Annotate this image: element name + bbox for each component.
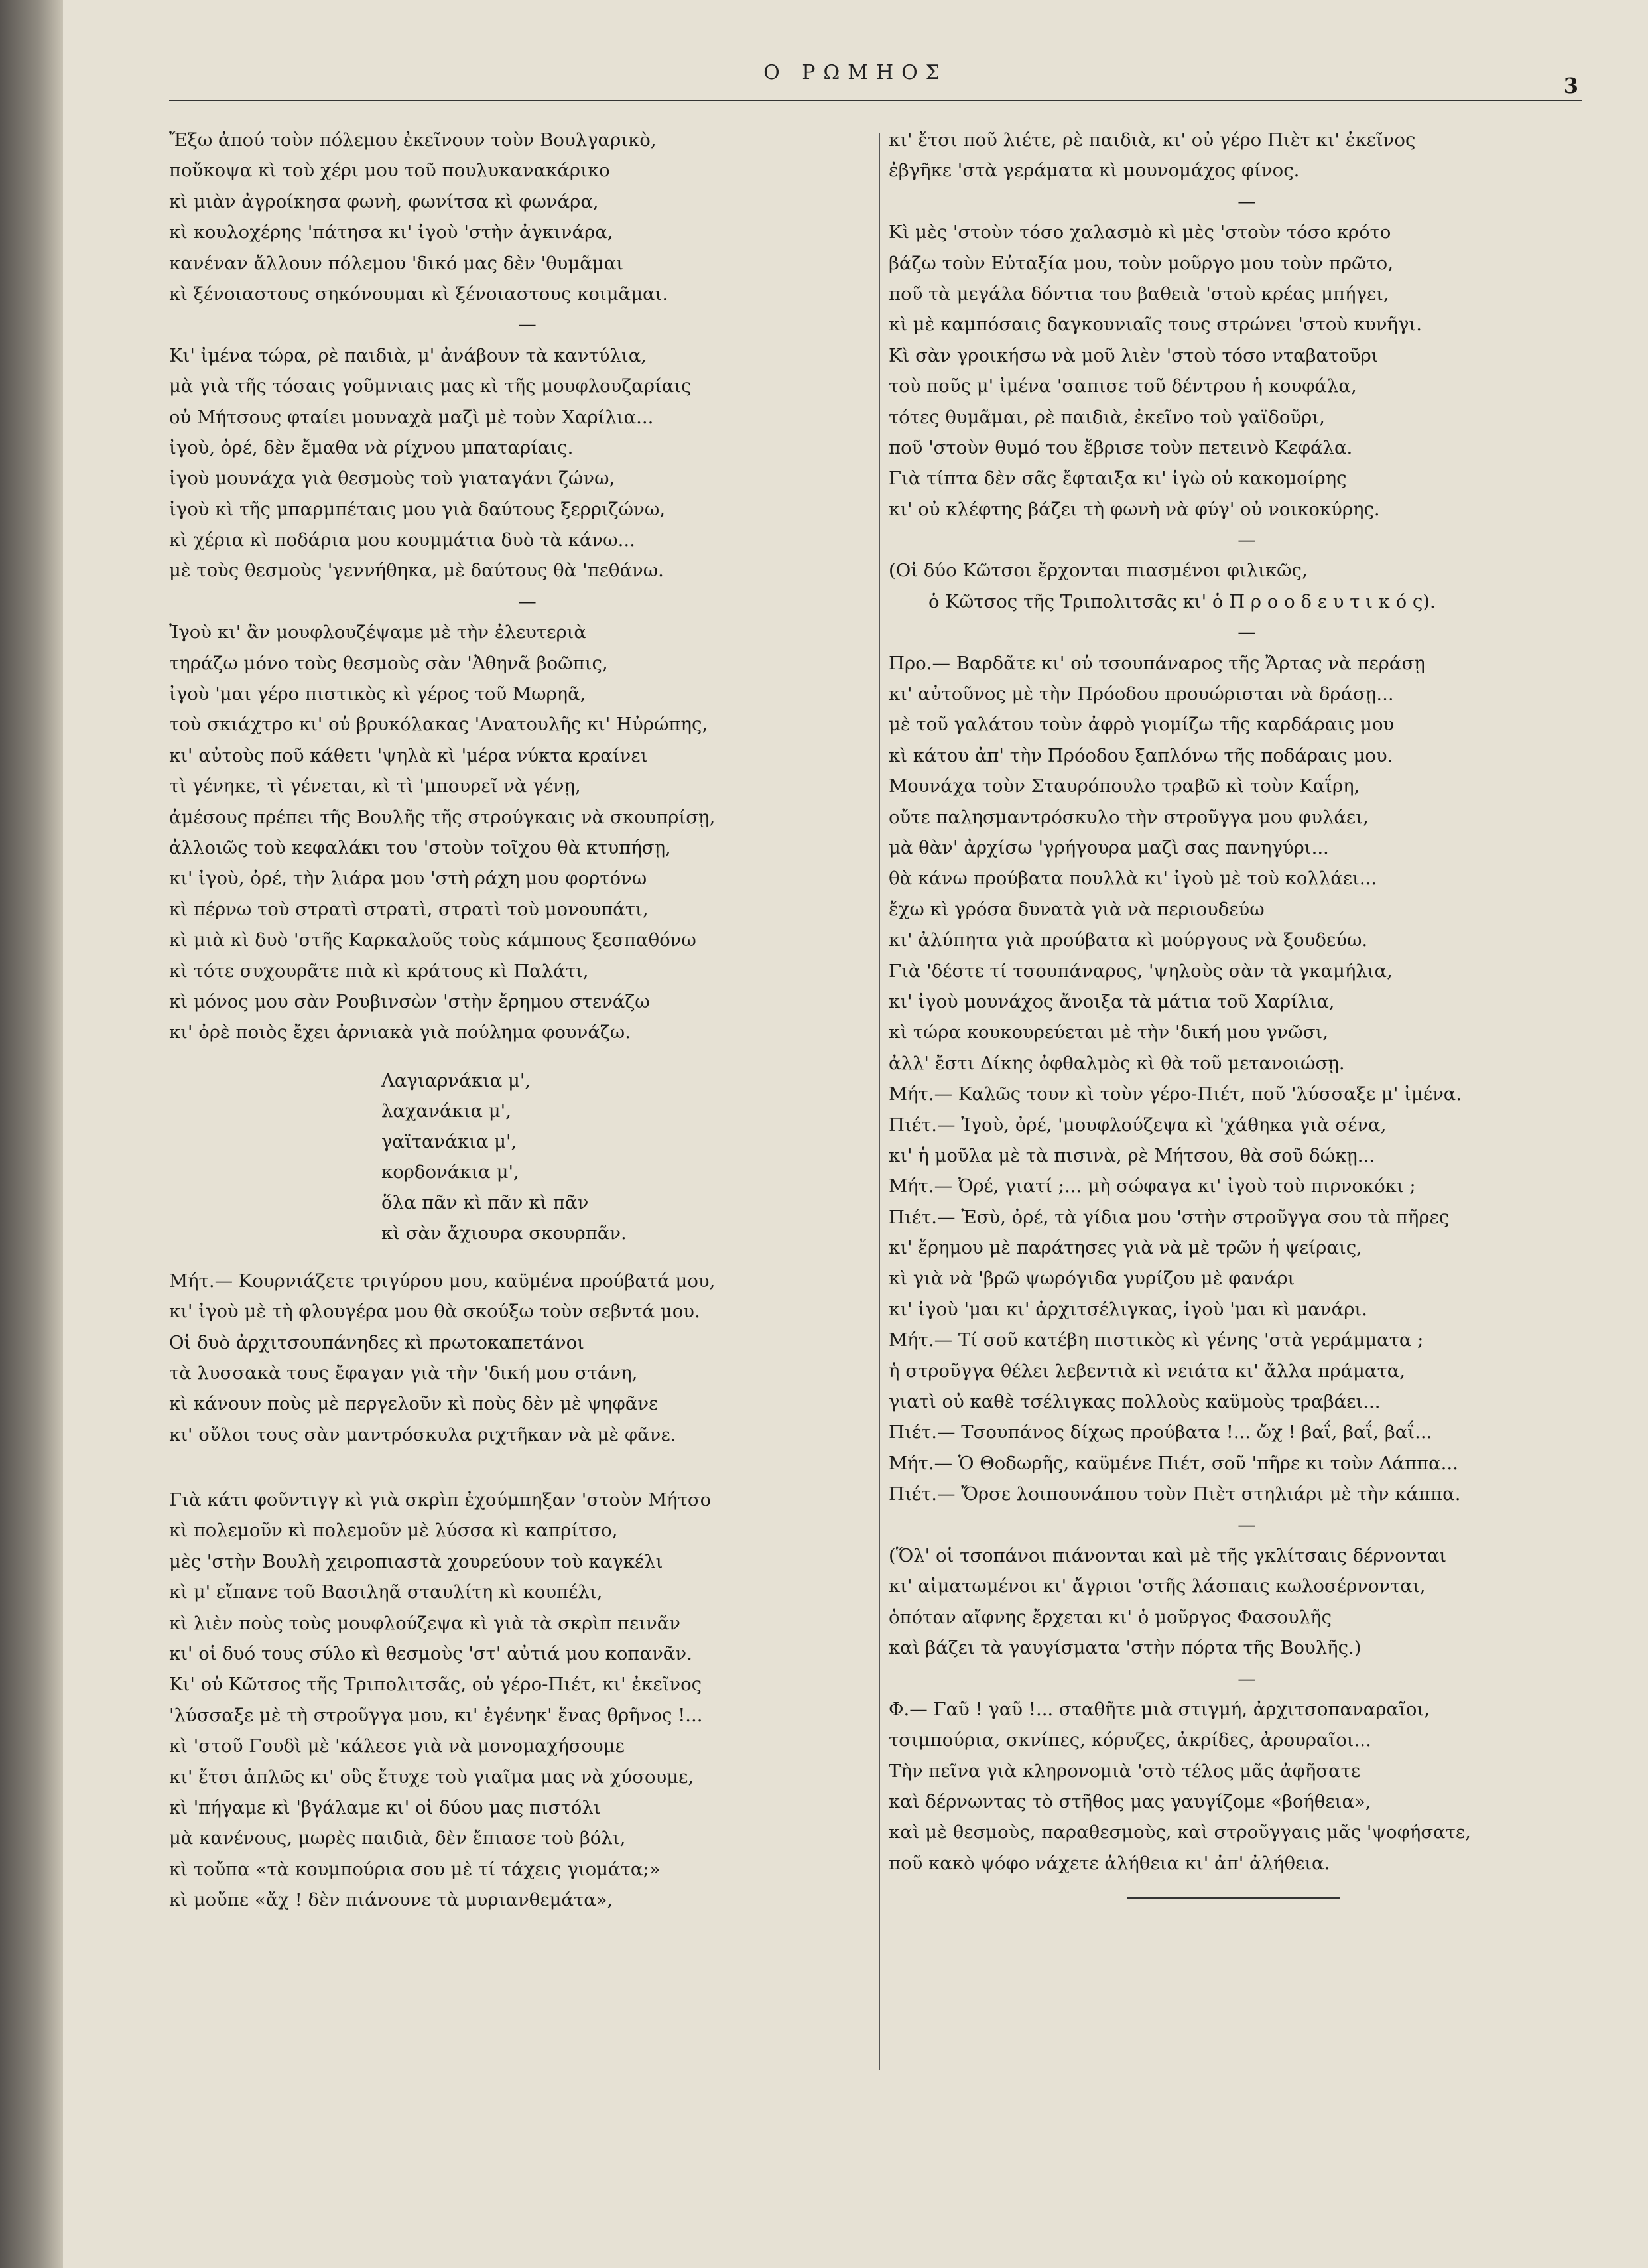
verse-line: κι' οἱ δυό τους σύλο κὶ θεσμοὺς 'στ' αὐτιά μου κοπανᾶν.	[169, 1643, 692, 1665]
refrain-line: κορδονάκια μ',	[381, 1161, 519, 1183]
refrain-line: λαχανάκια μ',	[381, 1100, 511, 1122]
verse-line: κι' ἔτσι ποῦ λιέτε, ρὲ παιδιὰ, κι' οὐ γέρο Πιὲτ κι' ἐκεῖνος	[889, 129, 1416, 151]
verse-stanza	[169, 617, 885, 1047]
refrain-line: Λαγιαρνάκια μ',	[381, 1069, 531, 1091]
verse-stanza	[889, 125, 1605, 186]
verse-stanza	[889, 217, 1605, 525]
verse-line: κὶ πέρνω τοὺ στρατὶ στρατὶ, στρατὶ τοὺ μονουπάτι,	[169, 898, 649, 920]
stage-direction	[889, 555, 1605, 617]
dialogue-line: Μήτ.— Ὀρέ, γιατί ;... μὴ σώφαγα κι' ἰγοὺ τοὺ πιρνοκόκι ;	[889, 1175, 1416, 1197]
header-rule	[169, 100, 1582, 101]
dialogue-line: Μουνάχα τοὺν Σταυρόπουλο τραβῶ κὶ τοὺν Καΐρη,	[889, 775, 1360, 797]
section-dash: —	[1237, 622, 1256, 643]
dialogue-line: Πιέτ.— Ἰγοὺ, ὀρέ, 'μουφλούζεψα κὶ 'χάθηκα γιὰ σένα,	[889, 1114, 1387, 1136]
dialogue-line: ἡ στροῦγγα θέλει λεβεντιὰ κὶ νειάτα κι' ἄλλα πράματα,	[889, 1360, 1406, 1382]
verse-line: Κι' οὐ Κῶτσος τῆς Τριπολιτσᾶς, οὐ γέρο-Πιέτ, κι' ἐκεῖνος	[169, 1674, 702, 1696]
verse-line: κὶ τότε συχουρᾶτε πιὰ κὶ κράτους κὶ Παλάτι,	[169, 960, 589, 982]
dialogue-line: Μήτ.— Καλῶς τουν κὶ τοὺν γέρο-Πιέτ, ποῦ 'λύσσαξε μ' ἰμένα.	[889, 1083, 1462, 1105]
dialogue-line: Προ.— Βαρδᾶτε κι' οὐ τσουπάναρος τῆς Ἄρτας νὰ περάσῃ	[889, 652, 1425, 674]
refrain-poem	[169, 1065, 885, 1248]
verse-line: τότες θυμᾶμαι, ρὲ παιδιὰ, ἐκεῖνο τοὺ γαϊδοῦρι,	[889, 406, 1325, 428]
verse-line: Φ.— Γαῦ ! γαῦ !... σταθῆτε μιὰ στιγμή, ἀρχιτσοπαναραῖοι,	[889, 1698, 1430, 1720]
stage-line: κι' αἱματωμένοι κι' ἄγριοι 'στῆς λάσπαις κωλοσέρνονται,	[889, 1575, 1426, 1597]
stage-line: ὁπόταν αἴφνης ἔρχεται κι' ὁ μοῦργος Φασουλῆς	[889, 1606, 1332, 1628]
left-column	[169, 125, 885, 1916]
newspaper-page	[63, 0, 1648, 2268]
verse-line: Γιὰ τίπτα δὲν σᾶς ἔφταιξα κι' ἰγὼ οὐ κακομοίρης	[889, 468, 1347, 490]
refrain-line: κὶ σὰν ἄχιουρα σκουρπᾶν.	[381, 1222, 627, 1244]
verse-line: βάζω τοὺν Εὐταξία μου, τοὺν μοῦργο μου τοὺν πρῶτο,	[889, 252, 1393, 274]
section-dash: —	[518, 590, 537, 612]
verse-line: καὶ δέρνωντας τὸ στῆθος μας γαυγίζομε «βοήθεια»,	[889, 1791, 1371, 1813]
verse-line: κι' ὀρὲ ποιὸς ἔχει ἀρνιακὰ γιὰ πούλημα φουνάζω.	[169, 1022, 631, 1043]
section-dash: —	[518, 314, 537, 336]
verse-line: ποῦ 'στοὺν θυμό του ἔβρισε τοὺν πετεινὸ Κεφάλα.	[889, 436, 1353, 458]
verse-stanza	[169, 340, 885, 586]
dialogue-line: Γιὰ 'δέστε τί τσουπάναρος, 'ψηλοὺς σὰν τὰ γκαμήλια,	[889, 960, 1393, 982]
verse-line: ἰγοὺ μουνάχα γιὰ θεσμοὺς τοὺ γιαταγάνι ζώνω,	[169, 468, 615, 490]
verse-line: ἀλλοιῶς τοὺ κεφαλάκι του 'στοὺν τοῖχου θὰ κτυπήσῃ,	[169, 836, 671, 858]
verse-line: κὶ τοὔπα «τὰ κουμπούρια σου μὲ τί τάχεις γιομάτα;»	[169, 1858, 661, 1880]
masthead: Ο ΡΩΜΗΟΣ	[763, 61, 948, 84]
dialogue-line: ἀλλ' ἔστι Δίκης ὀφθαλμὸς κὶ θὰ τοῦ μετανοιώσῃ.	[889, 1052, 1345, 1074]
verse-line: μὲ τοὺς θεσμοὺς 'γεννήθηκα, μὲ δαύτους θὰ 'πεθάνω.	[169, 560, 664, 582]
dialogue-line: γιατὶ οὐ καθὲ τσέλιγκας πολλοὺς καϋμοὺς τραβάει...	[889, 1391, 1381, 1413]
verse-line: ποῦ τὰ μεγάλα δόντια του βαθειὰ 'στοὺ κρέας μπήγει,	[889, 283, 1389, 304]
dialogue-block	[889, 648, 1605, 1510]
verse-line: Κὶ σὰν γροικήσω νὰ μοῦ λιὲν 'στοὺ τόσο νταβατοῦρι	[889, 344, 1379, 366]
dialogue-line: Πιέτ.— Ὄρσε λοιπουνάπου τοὺν Πιὲτ στηλιάρι μὲ τὴν κάππα.	[889, 1483, 1461, 1505]
verse-line: Οἱ δυὸ ἀρχιτσουπάνηδες κὶ πρωτοκαπετάνοι	[169, 1331, 584, 1353]
verse-line: ἰγοὺ 'μαι γέρο πιστικὸς κὶ γέρος τοῦ Μωρηᾶ,	[169, 683, 586, 705]
verse-line: τοὺ ποῦς μ' ἰμένα 'σαπισε τοῦ δέντρου ἡ κουφάλα,	[889, 375, 1357, 397]
verse-stanza	[169, 1266, 885, 1450]
verse-line: Κὶ μὲς 'στοὺν τόσο χαλασμὸ κὶ μὲς 'στοὺν τόσο κρότο	[889, 222, 1391, 243]
verse-line: κι' αὐτοὺς ποῦ κάθετι 'ψηλὰ κὶ 'μέρα νύκτα κραίνει	[169, 744, 648, 766]
verse-line: μὰ κανένους, μωρὲς παιδιὰ, δὲν ἔπιασε τοὺ βόλι,	[169, 1828, 626, 1849]
right-column	[889, 125, 1605, 1899]
stage-line: (Οἱ δύο Κῶτσοι ἔρχονται πιασμένοι φιλικῶς,	[889, 560, 1308, 582]
dialogue-line: κι' ἰγοὺ μουνάχος ἄνοιξα τὰ μάτια τοῦ Χαρίλια,	[889, 990, 1335, 1012]
verse-line: κὶ κάνουν ποὺς μὲ περγελοῦν κὶ ποὺς δὲν μὲ ψηφᾶνε	[169, 1393, 659, 1415]
stage-line: ὁ Κῶτσος τῆς Τριπολιτσᾶς κι' ὁ Π ρ ο ο δ ε υ τ ι κ ό ς).	[928, 590, 1436, 612]
verse-line: κὶ μιὰν ἀγροίκησα φωνὴ, φωνίτσα κὶ φωνάρα,	[169, 190, 599, 212]
verse-line: Ἔξω ἀπού τοὺν πόλεμου ἐκεῖνουν τοὺν Βουλγαρικὸ,	[169, 129, 657, 151]
dialogue-line: Πιέτ.— Ἐσὺ, ὀρέ, τὰ γίδια μου 'στὴν στροῦγγα σου τὰ πῆρες	[889, 1206, 1450, 1228]
dialogue-line: κι' αὐτοῦνος μὲ τὴν Πρόοδου προυώρισται νὰ δράσῃ...	[889, 683, 1394, 705]
verse-line: Μήτ.— Κουρνιάζετε τριγύρου μου, καϋμένα προύβατά μου,	[169, 1270, 716, 1292]
dialogue-line: κι' ἀλύπητα γιὰ προύβατα κὶ μούργους νὰ ξουδεύω.	[889, 929, 1368, 951]
verse-line: κι' ἰγοὺ, ὀρέ, τὴν λιάρα μου 'στὴ ράχη μου φορτόνω	[169, 868, 647, 890]
verse-line: Κι' ἰμένα τώρα, ρὲ παιδιὰ, μ' ἀνάβουν τὰ καντύλια,	[169, 344, 647, 366]
verse-line: οὐ Μήτσους φταίει μουναχὰ μαζὶ μὲ τοὺν Χαρίλια...	[169, 406, 654, 428]
end-ornament-rule	[1127, 1897, 1340, 1899]
section-dash: —	[1237, 1668, 1256, 1690]
dialogue-line: οὔτε παλησμαντρόσκυλο τὴν στροῦγγα μου φυλάει,	[889, 806, 1369, 828]
verse-line: κι' οὔλοι τους σὰν μαντρόσκυλα ριχτῆκαν νὰ μὲ φᾶνε.	[169, 1424, 676, 1445]
refrain-line: ὅλα πᾶν κὶ πᾶν κὶ πᾶν	[381, 1191, 589, 1213]
verse-line: ἐβγῆκε 'στὰ γεράματα κὶ μουνομάχος φίνος.	[889, 160, 1300, 182]
dialogue-line: Μήτ.— Ὁ Θοδωρῆς, καϋμένε Πιέτ, σοῦ 'πῆρε κι τοὺν Λάππα...	[889, 1452, 1458, 1474]
verse-line: ἰγοὺ κὶ τῆς μπαρμπέταις μου γιὰ δαύτους ξερριζώνω,	[169, 498, 665, 520]
verse-line: κὶ λιὲν ποὺς τοὺς μουφλούζεψα κὶ γιὰ τὰ σκρὶπ πεινᾶν	[169, 1612, 680, 1634]
verse-line: κὶ μόνος μου σὰν Ρουβινσὼν 'στὴν ἔρημου στενάζω	[169, 990, 650, 1012]
verse-line: καὶ μὲ θεσμοὺς, παραθεσμοὺς, καὶ στροῦγγαις μᾶς 'ψοφήσατε,	[889, 1822, 1471, 1843]
verse-line: ἀμέσους πρέπει τῆς Βουλῆς τῆς στρούγκαις νὰ σκουπρίσῃ,	[169, 806, 716, 828]
verse-line: τὶ γένηκε, τὶ γένεται, κὶ τὶ 'μπουρεῖ νὰ γένῃ,	[169, 775, 581, 797]
verse-line: κὶ πολεμοῦν κὶ πολεμοῦν μὲ λύσσα κὶ καπρίτσο,	[169, 1520, 618, 1542]
verse-line: Γιὰ κάτι φοῦντιγγ κὶ γιὰ σκρὶπ ἐχούμπηξαν 'στοὺν Μήτσο	[169, 1489, 712, 1511]
closing-stanza	[889, 1694, 1605, 1879]
page-number: 3	[1563, 73, 1578, 98]
stage-direction	[889, 1540, 1605, 1664]
verse-line: κὶ μοὔπε «ἄχ ! δὲν πιάνουνε τὰ μυριανθεμάτα»,	[169, 1889, 613, 1911]
verse-line: κὶ 'πήγαμε κὶ 'βγάλαμε κι' οἱ δύου μας πιστόλι	[169, 1796, 601, 1818]
verse-line: κὶ μιὰ κὶ δυὸ 'στῆς Καρκαλοῦς τοὺς κάμπους ξεσπαθόνω	[169, 929, 696, 951]
verse-line: κανέναν ἄλλουν πόλεμου 'δικό μας δὲν 'θυμᾶμαι	[169, 252, 624, 274]
verse-line: κι' οὐ κλέφτης βάζει τὴ φωνὴ νὰ φύγ' οὐ νοικοκύρης.	[889, 498, 1380, 520]
verse-line: τηράζω μόνο τοὺς θεσμοὺς σὰν 'Ἀθηνᾶ βοῶπις,	[169, 652, 608, 674]
verse-line: κὶ μὲ καμπόσαις δαγκουνιαῖς τους στρώνει 'στοὺ κυνῆγι.	[889, 314, 1422, 336]
dialogue-line: κὶ γιὰ νὰ 'βρῶ ψωρόγιδα γυρίζου μὲ φανάρι	[889, 1268, 1295, 1290]
dialogue-line: θὰ κάνω προύβατα πουλλὰ κι' ἰγοὺ μὲ τοὺ κολλάει...	[889, 868, 1377, 890]
dialogue-line: κι' ἡ μοῦλα μὲ τὰ πισινὰ, ρὲ Μήτσου, θὰ σοῦ δώκῃ...	[889, 1144, 1375, 1166]
dialogue-line: μὰ θὰν' ἀρχίσω 'γρήγουρα μαζὶ σας πανηγύρι...	[889, 836, 1329, 858]
dialogue-line: ἔχω κὶ γρόσα δυνατὰ γιὰ νὰ περιουδεύω	[889, 898, 1265, 920]
verse-line: κι' ἔτσι ἁπλῶς κι' οὓς ἔτυχε τοὺ γιαῖμα μας νὰ χύσουμε,	[169, 1766, 694, 1788]
dialogue-line: Μήτ.— Τί σοῦ κατέβη πιστικὸς κὶ γένης 'στὰ γεράμματα ;	[889, 1329, 1424, 1351]
verse-stanza	[169, 1485, 885, 1915]
verse-line: κὶ ξένοιαστους σηκόνουμαι κὶ ξένοιαστους κοιμᾶμαι.	[169, 283, 668, 304]
section-dash: —	[1237, 1514, 1256, 1536]
refrain-line: γαϊτανάκια μ',	[381, 1130, 517, 1152]
verse-line: ποῦ κακὸ ψόφο νάχετε ἀλήθεια κι' ἀπ' ἀλήθεια.	[889, 1852, 1330, 1874]
verse-line: κὶ κουλοχέρης 'πάτησα κι' ἰγοὺ 'στὴν ἀγκινάρα,	[169, 222, 613, 243]
verse-line: 'λύσσαξε μὲ τὴ στροῦγγα μου, κι' ἐγένηκ' ἕνας θρῆνος !...	[169, 1704, 703, 1726]
verse-line: κὶ μ' εἴπανε τοῦ Βασιληᾶ σταυλίτη κὶ κουπέλι,	[169, 1581, 603, 1603]
section-dash: —	[1237, 190, 1256, 212]
verse-line: τὰ λυσσακὰ τους ἔφαγαν γιὰ τὴν 'δική μου στάνη,	[169, 1362, 638, 1384]
page-binding-shadow	[0, 0, 63, 2268]
verse-line: ποὔκοψα κὶ τοὺ χέρι μου τοῦ πουλυκανακάρικο	[169, 160, 610, 182]
dialogue-line: μὲ τοῦ γαλάτου τοὺν ἀφρὸ γιομίζω τῆς καρδάραις μου	[889, 714, 1395, 736]
verse-line: κι' ἰγοὺ μὲ τὴ φλουγέρα μου θὰ σκούξω τοὺν σεβντά μου.	[169, 1301, 700, 1323]
verse-line: μὲς 'στὴν Βουλὴ χειροπιαστὰ χουρεύουν τοὺ καγκέλι	[169, 1550, 663, 1572]
verse-line: κὶ χέρια κὶ ποδάρια μου κουμμάτια δυὸ τὰ κάνω...	[169, 529, 635, 551]
stage-line: καὶ βάζει τὰ γαυγίσματα 'στὴν πόρτα τῆς Βουλῆς.)	[889, 1637, 1362, 1659]
dialogue-line: κὶ τώρα κουκουρεύεται μὲ τὴν 'δική μου γνῶσι,	[889, 1022, 1329, 1043]
verse-line: ἰγοὺ, ὀρέ, δὲν ἔμαθα νὰ ρίχνου μπαταρίαις.	[169, 436, 574, 458]
verse-line: τσιμπούρια, σκνίπες, κόρυζες, ἀκρίδες, ἀρουραῖοι...	[889, 1729, 1371, 1751]
section-dash: —	[1237, 529, 1256, 551]
verse-line: μὰ γιὰ τῆς τόσαις γοῦμνιαις μας κὶ τῆς μουφλουζαρίαις	[169, 375, 692, 397]
verse-stanza	[169, 125, 885, 309]
verse-line: τοὺ σκιάχτρο κι' οὐ βρυκόλακας 'Ανατουλῆς κι' Ηὐρώπης,	[169, 714, 708, 736]
stage-line: (Ὅλ' οἱ τσοπάνοι πιάνονται καὶ μὲ τῆς γκλίτσαις δέρνονται	[889, 1544, 1447, 1566]
verse-line: Ἰγοὺ κι' ἂν μουφλουζέψαμε μὲ τὴν ἐλευτεριὰ	[169, 622, 586, 643]
dialogue-line: κι' ἰγοὺ 'μαι κι' ἀρχιτσέλιγκας, ἰγοὺ 'μαι κὶ μανάρι.	[889, 1298, 1367, 1320]
verse-line: Τὴν πεῖνα γιὰ κληρονομιὰ 'στὸ τέλος μᾶς ἀφῆσατε	[889, 1760, 1361, 1782]
dialogue-line: κι' ἔρημου μὲ παράτησες γιὰ νὰ μὲ τρῶν ἡ ψείραις,	[889, 1237, 1362, 1259]
verse-line: κὶ 'στοῦ Γουδὶ μὲ 'κάλεσε γιὰ νὰ μονομαχήσουμε	[169, 1735, 625, 1757]
dialogue-line: Πιέτ.— Τσουπάνος δίχως προύβατα !... ὤχ ! βαΐ, βαΐ, βαΐ...	[889, 1422, 1432, 1443]
dialogue-line: κὶ κάτου ἀπ' τὴν Πρόοδου ξαπλόνω τῆς ποδάραις μου.	[889, 744, 1393, 766]
